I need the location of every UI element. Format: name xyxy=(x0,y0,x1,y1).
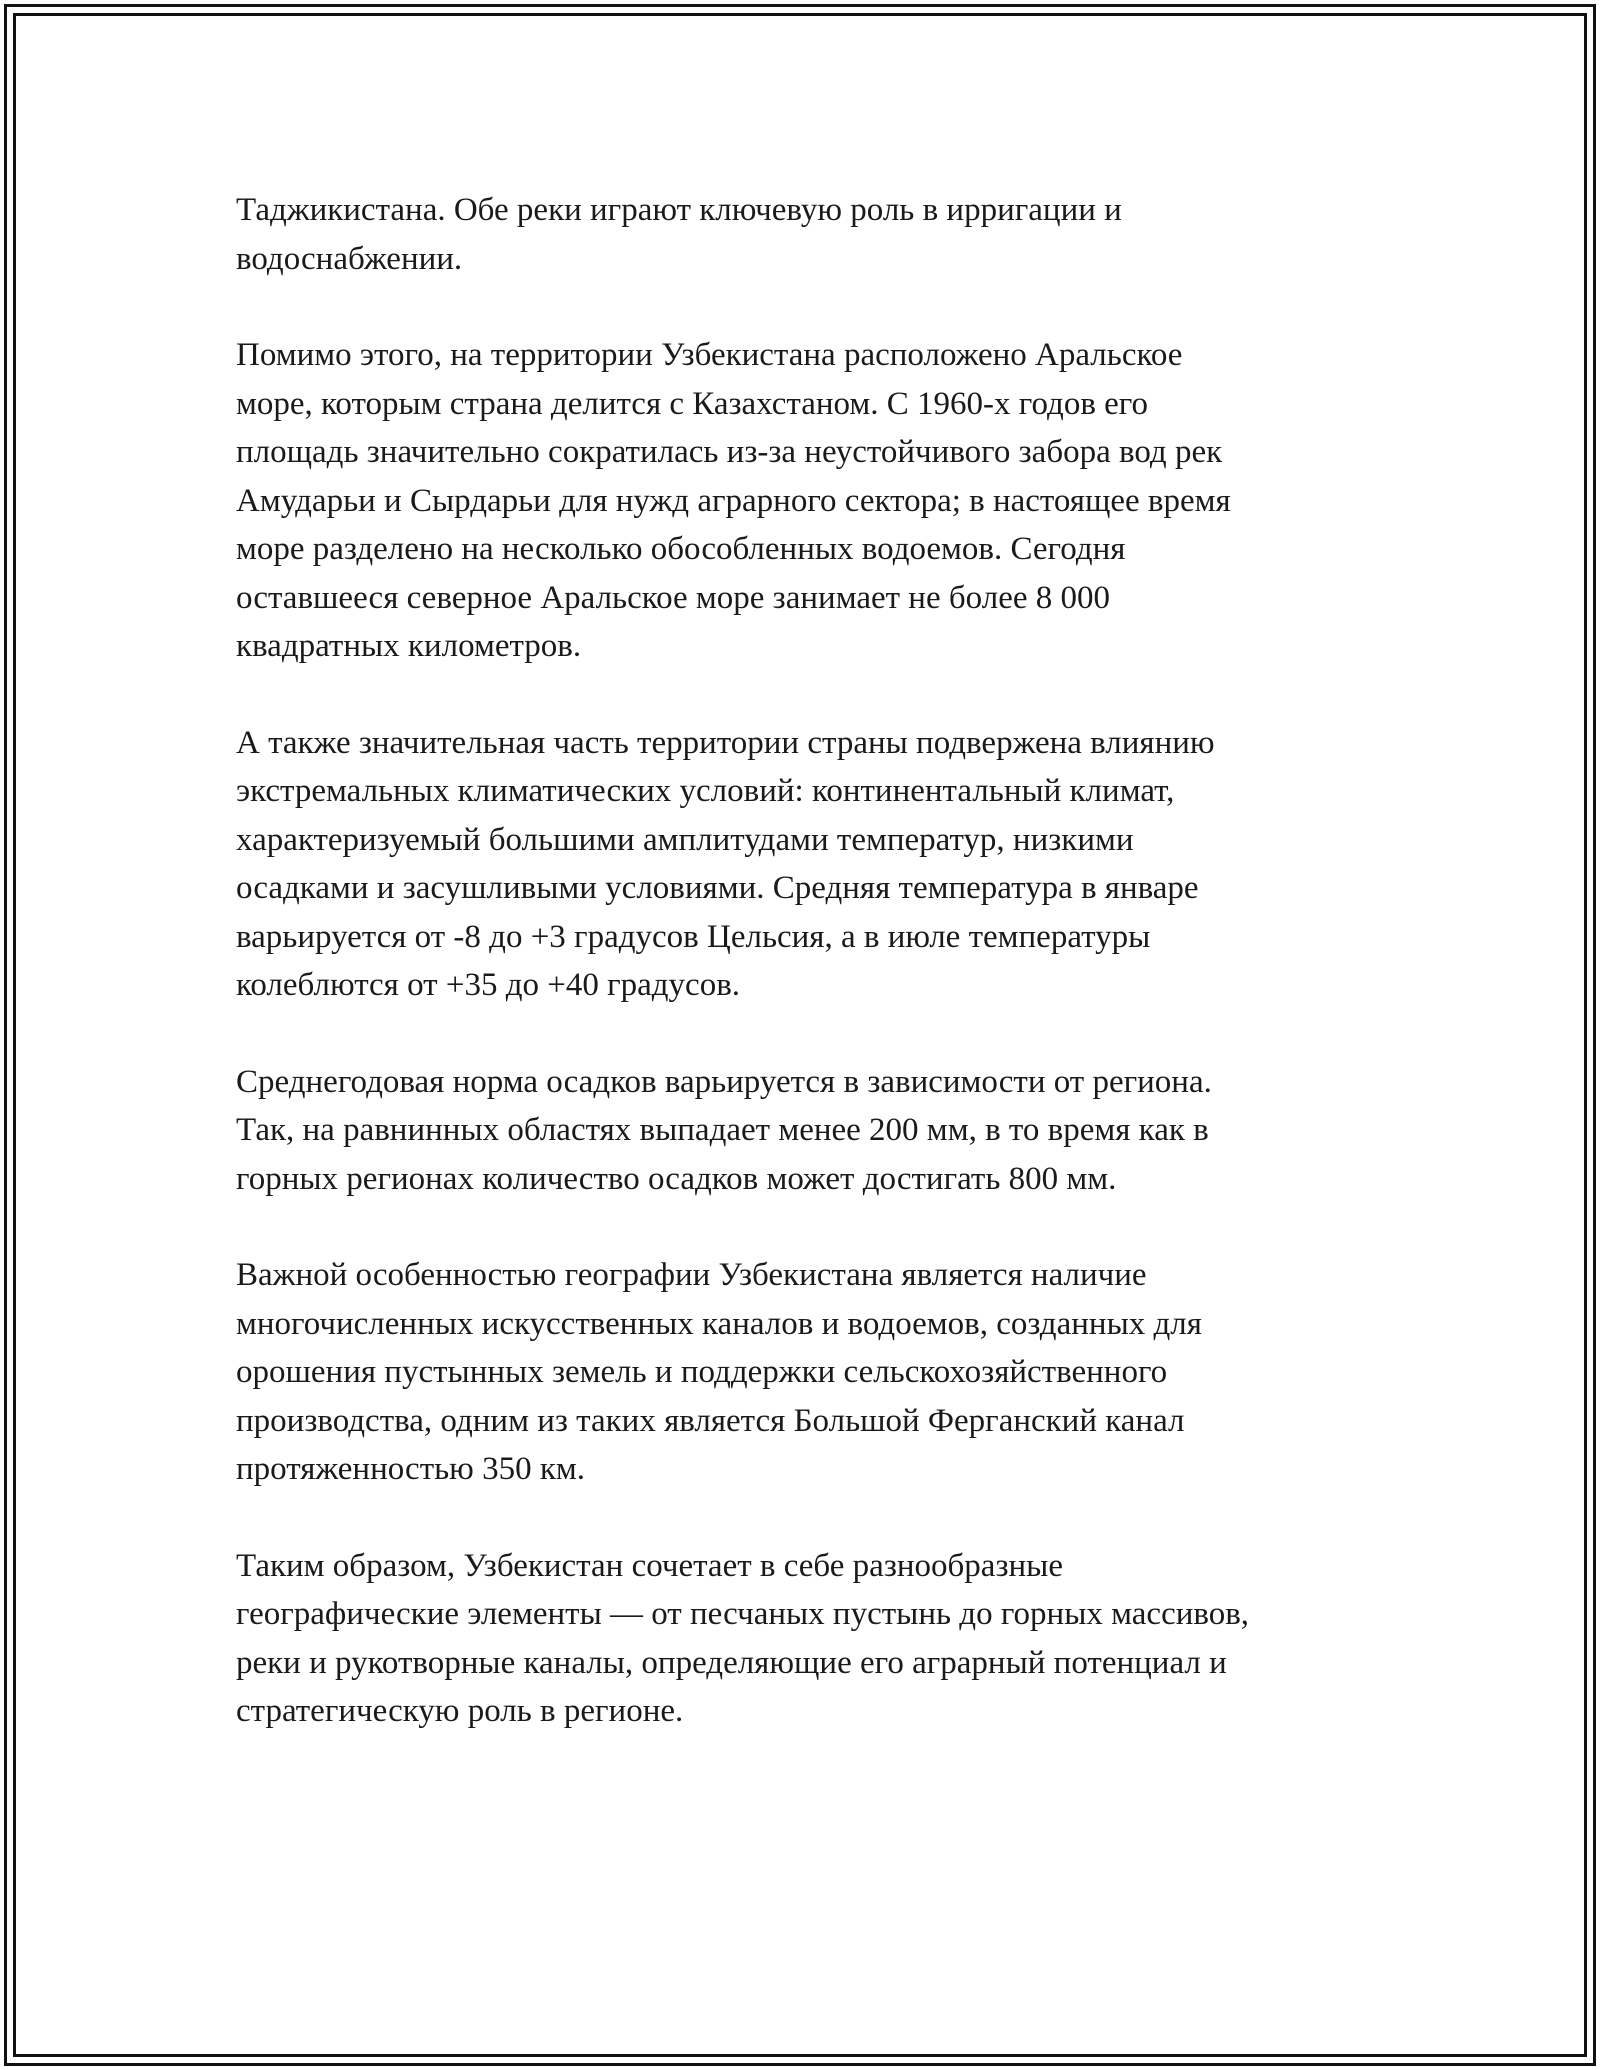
document-body xyxy=(236,186,1396,1784)
paragraph-aral-sea: Помимо этого, на территории Узбекистана расположено Аральское море, которым страна делится с Казахстаном. С 1960-х годов его площадь значительно сократилась из-за неустойчивого забора вод рек Амударьи и Сырдарьи для нужд аграрного сектора; в настоящее время море разделено на несколько обособленных водоемов. Сегодня оставшееся северное Аральское море занимает не более 8 000 квадратных километров. xyxy=(236,337,1231,664)
paragraph-precipitation: Среднегодовая норма осадков варьируется в зависимости от региона. Так, на равнинных областях выпадает менее 200 мм, в то время как в горных регионах количество осадков может достигать 800 мм. xyxy=(236,1063,1212,1197)
paragraph-conclusion: Таким образом, Узбекистан сочетает в себе разнообразные географические элементы — от песчаных пустынь до горных массивов, реки и рукотворные каналы, определяющие его аграрный потенциал и стратегическую роль в регионе. xyxy=(236,1547,1250,1729)
paragraph-tajikistan-rivers: Таджикистана. Обе реки играют ключевую роль в ирригации и водоснабжении. xyxy=(236,192,1122,277)
paragraph-canals: Важной особенностью географии Узбекистана является наличие многочисленных искусственных каналов и водоемов, созданных для орошения пустынных земель и поддержки сельскохозяйственного производства, одним из таких является Большой Ферганский канал протяженностью 350 км. xyxy=(236,1257,1202,1487)
paragraph-climate: А также значительная часть территории страны подвержена влиянию экстремальных климатических условий: континентальный климат, характеризуемый большими амплитудами температур, низкими осадками и засушливыми условиями. Средняя температура в январе варьируется от -8 до +3 градусов Цельсия, а в июле температуры колеблются от +35 до +40 градусов. xyxy=(236,724,1215,1003)
